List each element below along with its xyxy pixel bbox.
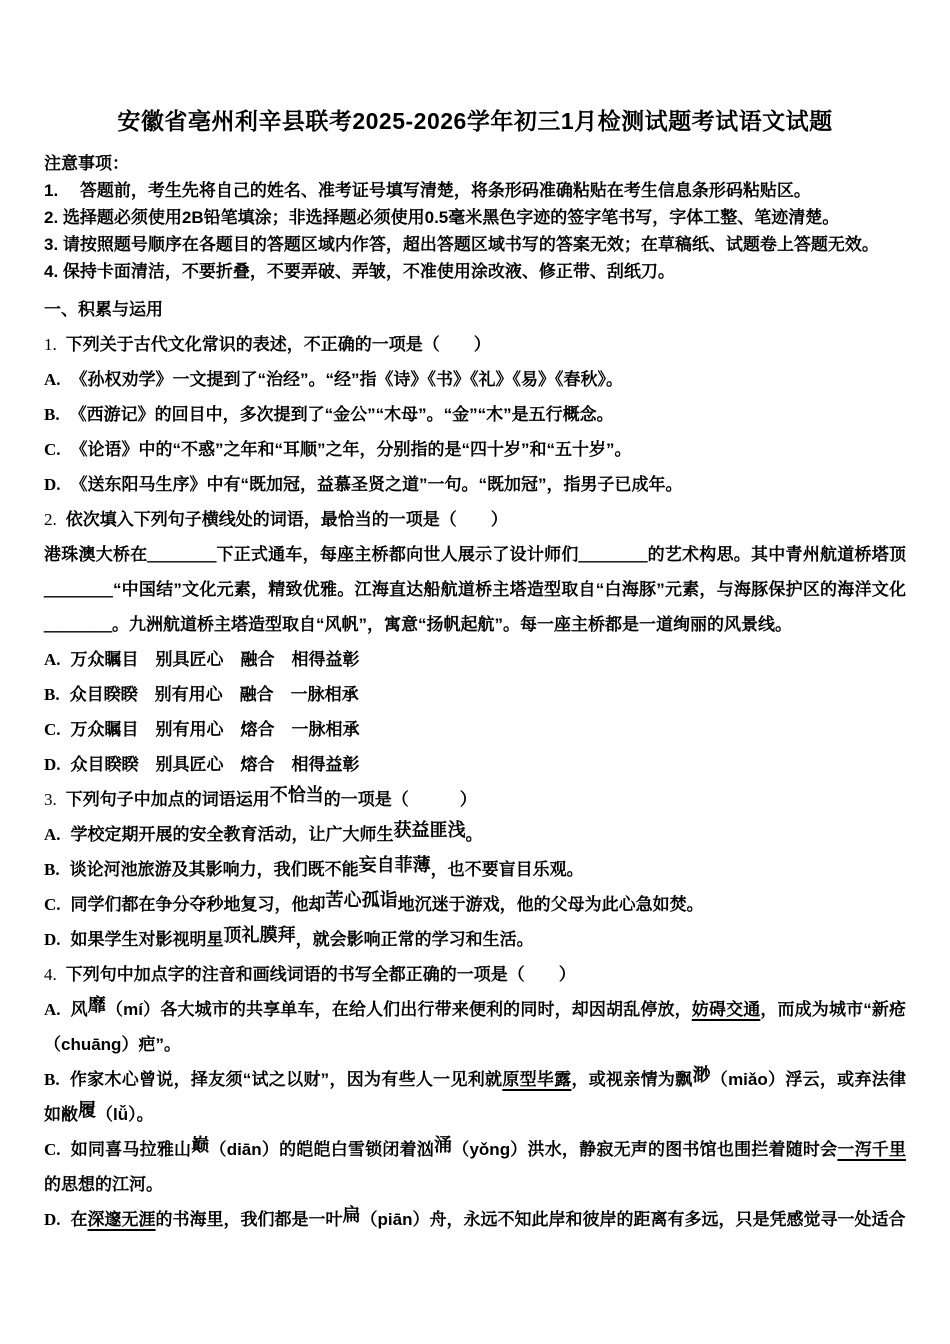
section-heading: 一、积累与运用 <box>44 300 163 319</box>
option-letter: D. <box>44 930 61 949</box>
question-number: 1. <box>44 335 57 354</box>
question-stem <box>44 957 906 992</box>
notice-item: 1. 答题前，考生先将自己的姓名、准考证号填写清楚，将条形码准确粘贴在考生信息条形码粘贴区。 <box>44 181 811 200</box>
option-letter: C. <box>44 895 61 914</box>
question-stem <box>44 502 906 537</box>
option-letter: B. <box>44 860 60 879</box>
option-text: 万众瞩目 别具匠心 融合 相得益彰 <box>70 650 360 669</box>
notice-heading: 注意事项： <box>44 154 129 173</box>
question-stem-text: 依次填入下列句子横线处的词语，最恰当的一项是（ ） <box>65 510 508 529</box>
option-text: 《西游记》的回目中，多次提到了“金公”“木母”。“金”“木”是五行概念。 <box>69 405 614 424</box>
question-stem <box>44 327 906 362</box>
option-letter: C. <box>44 440 61 459</box>
option-text: 万众瞩目 别有用心 熔合 一脉相承 <box>70 720 360 739</box>
answer-option <box>44 642 906 677</box>
option-text: 风靡（mí）各大城市的共享单车，在给人们出行带来便利的同时，却因胡乱停放，妨碍交通，而成为城市“新疮（chuāng）疤”。 <box>44 995 907 1054</box>
option-text: 众目睽睽 别有用心 融合 一脉相承 <box>69 685 359 704</box>
question-number: 2. <box>44 510 57 529</box>
option-text: 《送东阳马生序》中有“既加冠，益慕圣贤之道”一句。“既加冠”，指男子已成年。 <box>70 475 683 494</box>
notice-item: 2. 选择题必须使用2B铅笔填涂；非选择题必须使用0.5毫米黑色字迹的签字笔书写，字体工整、笔迹清楚。 <box>44 208 840 227</box>
answer-option <box>44 362 906 397</box>
answer-option <box>44 887 906 922</box>
page-title: 安徽省亳州利辛县联考2025-2026学年初三1月检测试题考试语文试题 <box>117 108 833 134</box>
option-letter: B. <box>44 405 60 424</box>
answer-option <box>44 677 906 712</box>
answer-option <box>44 817 906 852</box>
question-number: 4. <box>44 965 57 984</box>
answer-option <box>44 747 906 782</box>
answer-option <box>44 1062 906 1132</box>
option-letter: C. <box>44 720 61 739</box>
answer-option <box>44 397 906 432</box>
notice-item: 3. 请按照题号顺序在各题目的答题区域内作答，超出答题区域书写的答案无效；在草稿纸、试题卷上答题无效。 <box>44 235 879 254</box>
question-stem-text: 下列句子中加点的词语运用不恰当的一项是（ ） <box>65 785 477 809</box>
option-text: 同学们都在争分夺秒地复习，他却苦心孤诣地沉迷于游戏，他的父母为此心急如焚。 <box>70 890 704 914</box>
option-letter: A. <box>44 650 61 669</box>
option-text: 《孙权劝学》一文提到了“治经”。“经”指《诗》《书》《礼》《易》《春秋》。 <box>70 370 624 389</box>
answer-option <box>44 1132 906 1202</box>
answer-option <box>44 992 906 1062</box>
answer-option <box>44 922 906 957</box>
question-3 <box>44 782 906 957</box>
answer-option <box>44 712 906 747</box>
option-letter: C. <box>44 1140 61 1159</box>
option-letter: D. <box>44 475 61 494</box>
option-text: 众目睽睽 别具匠心 熔合 相得益彰 <box>70 755 360 774</box>
option-text: 如同喜马拉雅山巅（diān）的皑皑白雪锁闭着汹涌（yǒng）洪水，静寂无声的图书馆也围拦着随时会一泻千里的思想的江河。 <box>44 1135 907 1194</box>
option-text: 在深邃无涯的书海里，我们都是一叶扁（piān）舟，永远不知此岸和彼岸的距离有多远，只是凭感觉寻一处适合 <box>70 1205 906 1229</box>
option-letter: B. <box>44 685 60 704</box>
option-letter: A. <box>44 1000 61 1019</box>
question-stem-text: 下列句中加点字的注音和画线词语的书写全都正确的一项是（ ） <box>65 965 576 984</box>
answer-option <box>44 432 906 467</box>
option-letter: D. <box>44 755 61 774</box>
notice-section <box>44 150 906 285</box>
question-4 <box>44 957 906 1237</box>
option-letter: A. <box>44 370 61 389</box>
option-text: 谈论河池旅游及其影响力，我们既不能妄自菲薄，也不要盲目乐观。 <box>69 855 584 879</box>
option-letter: A. <box>44 825 61 844</box>
question-stem-text: 下列关于古代文化常识的表述，不正确的一项是（ ） <box>65 335 491 354</box>
option-text: 如果学生对影视明星顶礼膜拜，就会影响正常的学习和生活。 <box>70 925 534 949</box>
option-text: 《论语》中的“不惑”之年和“耳顺”之年，分别指的是“四十岁”和“五十岁”。 <box>70 440 632 459</box>
answer-option <box>44 852 906 887</box>
answer-option <box>44 467 906 502</box>
question-passage: 港珠澳大桥在＿＿＿＿下正式通车，每座主桥都向世人展示了设计师们＿＿＿＿的艺术构思。其中青州航道桥塔顶＿＿＿＿“中国结”文化元素，精致优雅。江海直达船航道桥主塔造型取自“白海豚”元素，与海豚保护区的海洋文化＿＿＿＿。九洲航道桥主塔造型取自“风帆”，寓意“扬帆起航”。每一座主桥都是一道绚丽的风景线。 <box>44 545 906 634</box>
question-2 <box>44 502 906 782</box>
answer-option <box>44 1202 906 1237</box>
option-text: 作家木心曾说，择友须“试之以财”，因为有些人一见利就原型毕露，或视亲情为飘渺（miǎo）浮云，或弃法律如敝履（lǚ）。 <box>44 1065 907 1124</box>
question-stem <box>44 782 906 817</box>
exam-body <box>44 292 906 1237</box>
question-1 <box>44 327 906 502</box>
question-number: 3. <box>44 790 57 809</box>
option-letter: B. <box>44 1070 60 1089</box>
notice-item: 4. 保持卡面清洁，不要折叠，不要弄破、弄皱，不准使用涂改液、修正带、刮纸刀。 <box>44 262 675 281</box>
option-text: 学校定期开展的安全教育活动，让广大师生获益匪浅。 <box>70 820 483 844</box>
option-letter: D. <box>44 1210 61 1229</box>
